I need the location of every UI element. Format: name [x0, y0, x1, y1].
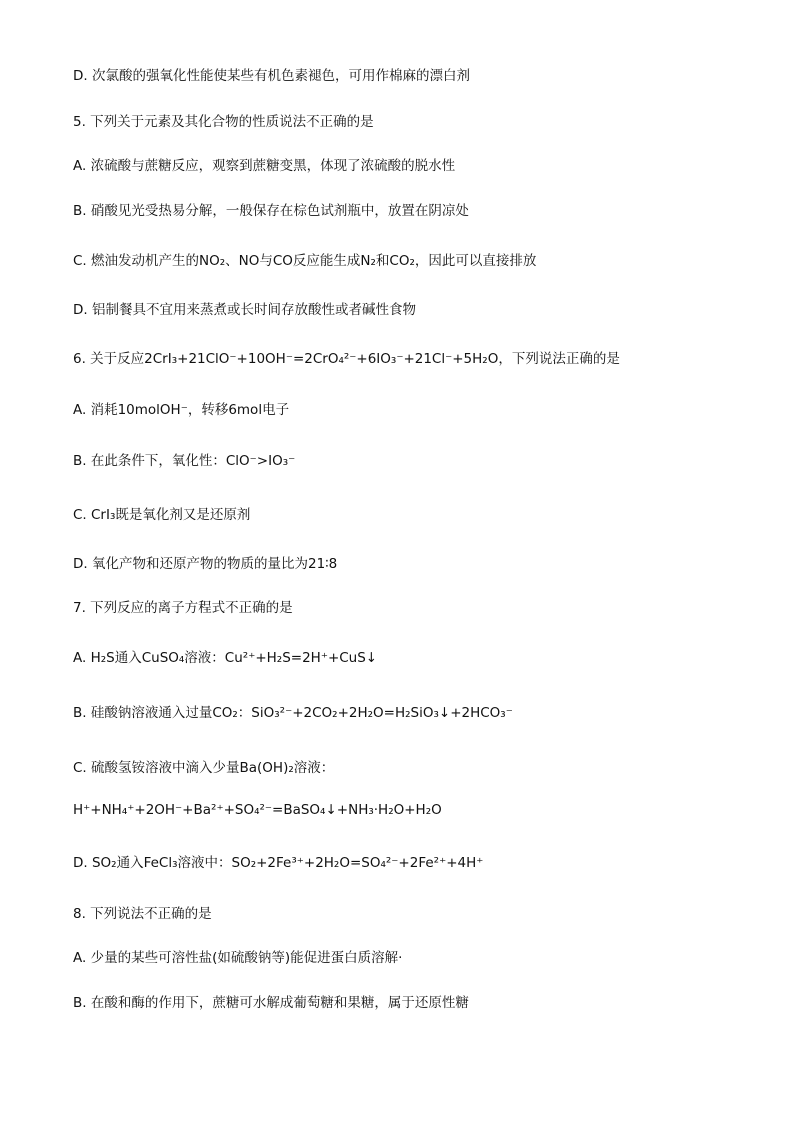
question-5: 5. 下列关于元素及其化合物的性质说法不正确的是 [73, 114, 374, 130]
option-5c: C. 燃油发动机产生的NO₂、NO与CO反应能生成N₂和CO₂，因此可以直接排放 [73, 253, 537, 269]
option-6b: B. 在此条件下，氧化性：ClO⁻>IO₃⁻ [73, 453, 296, 469]
option-7a: A. H₂S通入CuSO₄溶液：Cu²⁺+H₂S=2H⁺+CuS↓ [73, 650, 378, 666]
option-7c-equation: H⁺+NH₄⁺+2OH⁻+Ba²⁺+SO₄²⁻=BaSO₄↓+NH₃·H₂O+H₂O [73, 802, 442, 818]
question-7: 7. 下列反应的离子方程式不正确的是 [73, 600, 293, 616]
option-6c: C. CrI₃既是氧化剂又是还原剂 [73, 507, 251, 523]
option-8b: B. 在酸和酶的作用下，蔗糖可水解成葡萄糖和果糖，属于还原性糖 [73, 995, 469, 1011]
question-8: 8. 下列说法不正确的是 [73, 906, 212, 922]
option-5d: D. 铝制餐具不宜用来蒸煮或长时间存放酸性或者碱性食物 [73, 302, 416, 318]
option-4d: D. 次氯酸的强氧化性能使某些有机色素褪色，可用作棉麻的漂白剂 [73, 68, 470, 84]
option-7c: C. 硫酸氢铵溶液中滴入少量Ba(OH)₂溶液： [73, 760, 335, 776]
question-6: 6. 关于反应2CrI₃+21ClO⁻+10OH⁻=2CrO₄²⁻+6IO₃⁻+21Cl⁻+5H₂O，下列说法正确的是 [73, 351, 620, 367]
option-8a: A. 少量的某些可溶性盐(如硫酸钠等)能促进蛋白质溶解· [73, 950, 403, 966]
option-5b: B. 硝酸见光受热易分解，一般保存在棕色试剂瓶中，放置在阴凉处 [73, 203, 469, 219]
option-5a: A. 浓硫酸与蔗糖反应，观察到蔗糖变黑，体现了浓硫酸的脱水性 [73, 158, 456, 174]
option-7d: D. SO₂通入FeCl₃溶液中：SO₂+2Fe³⁺+2H₂O=SO₄²⁻+2Fe²⁺+4H⁺ [73, 855, 484, 871]
option-7b: B. 硅酸钠溶液通入过量CO₂：SiO₃²⁻+2CO₂+2H₂O=H₂SiO₃↓+2HCO₃⁻ [73, 705, 513, 721]
option-6d: D. 氧化产物和还原产物的物质的量比为21∶8 [73, 556, 338, 572]
option-6a: A. 消耗10molOH⁻，转移6mol电子 [73, 402, 290, 418]
